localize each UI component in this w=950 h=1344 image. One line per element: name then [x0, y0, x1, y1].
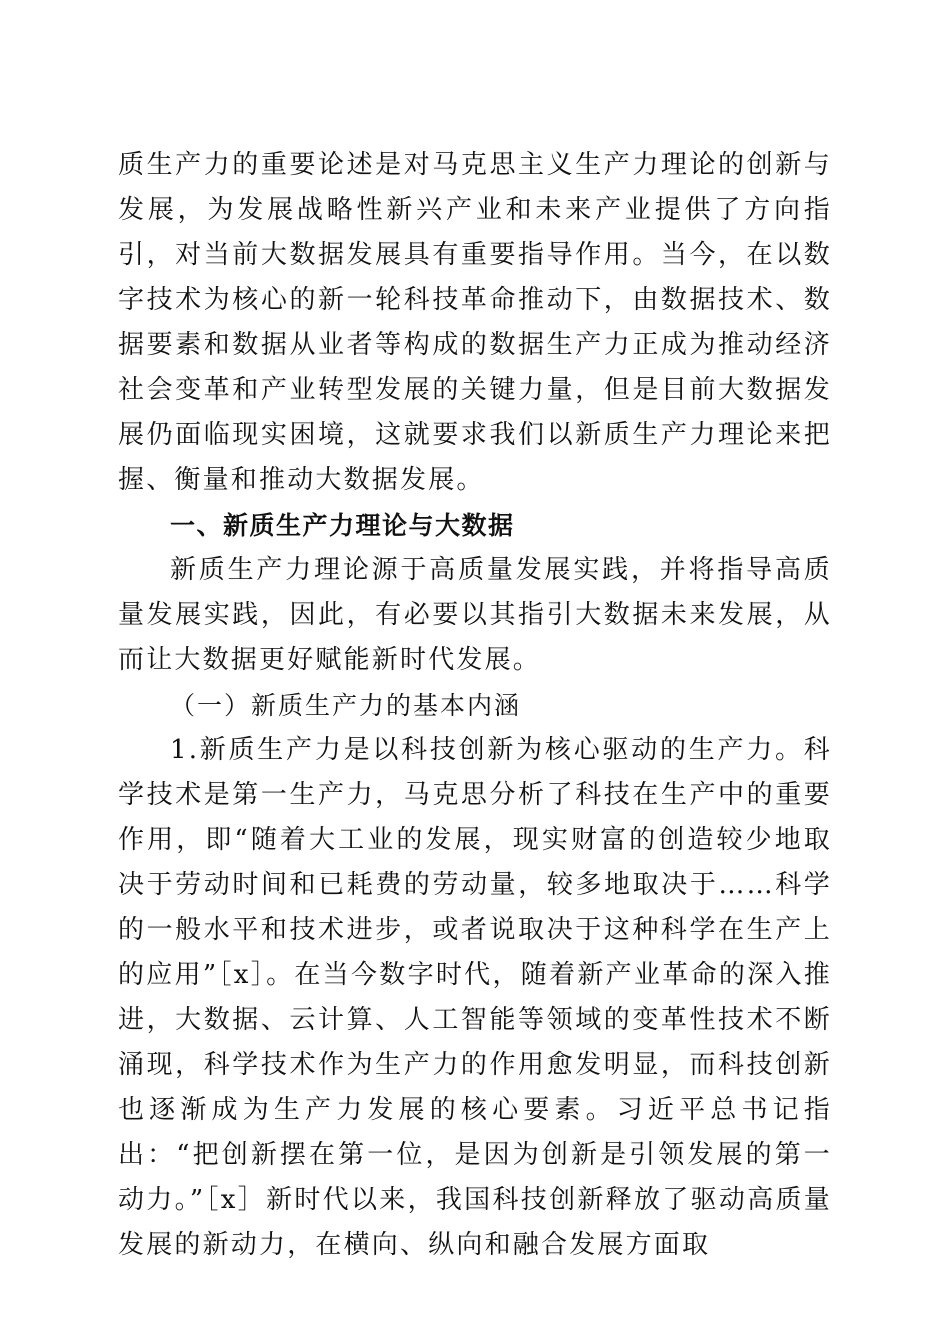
paragraph-intro: 新质生产力理论源于高质量发展实践，并将指导高质量发展实践，因此，有必要以其指引大数据未来发展，从而让大数据更好赋能新时代发展。: [118, 555, 832, 675]
document-body: [118, 143, 832, 1268]
subsection-heading: （一）新质生产力的基本内涵: [170, 691, 522, 720]
section-heading: 一、新质生产力理论与大数据: [170, 511, 515, 540]
paragraph-body: 1.新质生产力是以科技创新为核心驱动的生产力。科学技术是第一生产力，马克思分析了科技在生产中的重要作用，即“随着大工业的发展，现实财富的创造较少地取决于劳动时间和已耗费的劳动量，较多地取决于……科学的一般水平和技术进步，或者说取决于这种科学在生产上的应用”［x］。在当今数字时代，随着新产业革命的深入推进，大数据、云计算、人工智能等领域的变革性技术不断涌现，科学技术作为生产力的作用愈发明显，而科技创新也逐渐成为生产力发展的核心要素。习近平总书记指出：“把创新摆在第一位，是因为创新是引领发展的第一动力。”［x］新时代以来，我国科技创新释放了驱动高质量发展的新动力，在横向、纵向和融合发展方面取: [118, 735, 832, 1260]
paragraph-continuation: 质生产力的重要论述是对马克思主义生产力理论的创新与发展，为发展战略性新兴产业和未来产业提供了方向指引，对当前大数据发展具有重要指导作用。当今，在以数字技术为核心的新一轮科技革命推动下，由数据技术、数据要素和数据从业者等构成的数据生产力正成为推动经济社会变革和产业转型发展的关键力量，但是目前大数据发展仍面临现实困境，这就要求我们以新质生产力理论来把握、衡量和推动大数据发展。: [118, 150, 832, 495]
